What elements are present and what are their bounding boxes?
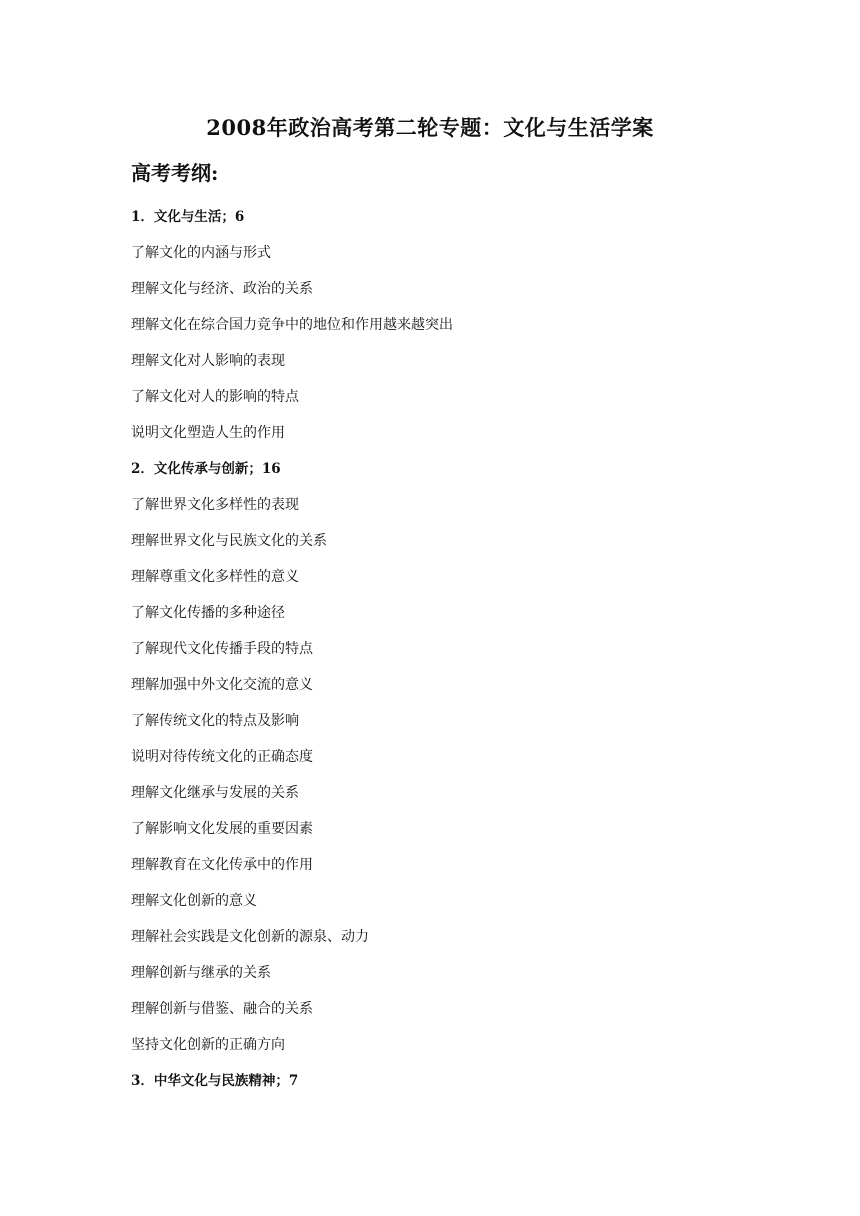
outline-item: 理解创新与借鉴、融合的关系: [131, 1001, 313, 1017]
outline-item: 理解文化创新的意义: [131, 893, 257, 909]
outline-item: 说明文化塑造人生的作用: [131, 425, 285, 441]
outline-item: 了解文化传播的多种途径: [131, 605, 285, 621]
outline-item: 坚持文化创新的正确方向: [131, 1037, 285, 1053]
exam-outline-list: [131, 205, 453, 1105]
outline-item: 理解文化对人影响的表现: [131, 353, 285, 369]
outline-item: 理解创新与继承的关系: [131, 965, 271, 981]
outline-item: 理解文化在综合国力竞争中的地位和作用越来越突出: [131, 317, 453, 333]
outline-item: 理解加强中外文化交流的意义: [131, 677, 313, 693]
outline-section-heading: 2．文化传承与创新；16: [131, 461, 281, 477]
outline-item: 了解文化的内涵与形式: [131, 245, 271, 261]
outline-item: 了解世界文化多样性的表现: [131, 497, 299, 513]
outline-item: 理解社会实践是文化创新的源泉、动力: [131, 929, 369, 945]
outline-item: 了解影响文化发展的重要因素: [131, 821, 313, 837]
outline-item: 理解教育在文化传承中的作用: [131, 857, 313, 873]
outline-item: 了解现代文化传播手段的特点: [131, 641, 313, 657]
outline-heading: 高考考纲:: [131, 161, 219, 185]
outline-item: 理解文化与经济、政治的关系: [131, 281, 313, 297]
outline-item: 了解传统文化的特点及影响: [131, 713, 299, 729]
outline-section-heading: 1．文化与生活；6: [131, 209, 245, 225]
outline-item: 理解世界文化与民族文化的关系: [131, 533, 327, 549]
document-title: 2008年政治高考第二轮专题：文化与生活学案: [206, 115, 654, 140]
outline-item: 理解尊重文化多样性的意义: [131, 569, 299, 585]
outline-item: 说明对待传统文化的正确态度: [131, 749, 313, 765]
outline-item: 了解文化对人的影响的特点: [131, 389, 299, 405]
outline-item: 理解文化继承与发展的关系: [131, 785, 299, 801]
outline-section-heading: 3．中华文化与民族精神；7: [131, 1073, 299, 1089]
